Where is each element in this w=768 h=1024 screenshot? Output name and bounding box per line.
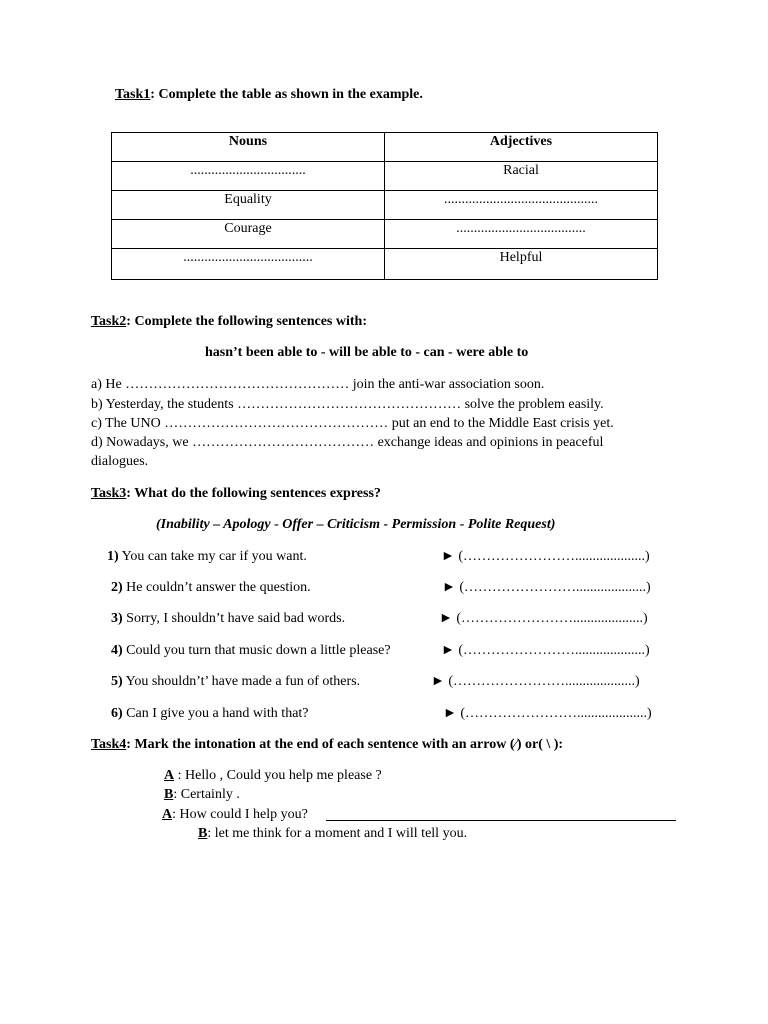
- task3-answer-blank[interactable]: ► (……………………....................): [441, 549, 650, 564]
- item-text: Could you turn that music down a little please?: [122, 643, 391, 658]
- task3-item: [111, 611, 345, 627]
- dialogue-line: [162, 807, 308, 823]
- task1-label: Task1: [115, 87, 151, 102]
- task3-label: Task3: [91, 486, 127, 501]
- dialogue-line: [164, 768, 382, 784]
- task2-options: hasn’t been able to - will be able to - can - were able to: [205, 345, 529, 360]
- task2-sentence-a[interactable]: a) He ………………………………………… join the anti-war association soon.: [91, 377, 545, 392]
- dialogue-line: [198, 826, 467, 842]
- task2-sentence-b[interactable]: b) Yesterday, the students ………………………………………… solve the problem easily.: [91, 397, 604, 412]
- task3-options: (Inability – Apology - Offer – Criticism - Permission - Polite Request): [156, 517, 556, 532]
- dialogue-text: : Hello , Could you help me please ?: [174, 768, 382, 783]
- task2-sentence-d-cont: dialogues.: [91, 454, 149, 469]
- table-cell[interactable]: .....................................: [112, 249, 385, 280]
- item-number: 4): [111, 643, 123, 658]
- item-number: 3): [111, 611, 123, 626]
- item-text: You shouldn’t’ have made a fun of others.: [122, 674, 361, 689]
- word-table: [111, 132, 658, 280]
- item-number: 2): [111, 580, 123, 595]
- item-text: Can I give you a hand with that?: [122, 706, 309, 721]
- task3-answer-blank[interactable]: ► (……………………....................): [431, 674, 640, 689]
- table-row: [112, 162, 658, 191]
- item-number: 6): [111, 706, 123, 721]
- table-cell: Helpful: [385, 249, 658, 280]
- table-cell[interactable]: ............................................: [385, 191, 658, 220]
- table-row: [112, 191, 658, 220]
- task4-label: Task4: [91, 737, 127, 752]
- task2-instruction: : Complete the following sentences with:: [126, 314, 367, 329]
- task3-item: [111, 580, 311, 596]
- table-cell: Racial: [385, 162, 658, 191]
- task3-instruction: : What do the following sentences express?: [126, 486, 381, 501]
- table-row: [112, 220, 658, 249]
- item-number: 5): [111, 674, 123, 689]
- speaker-label: A: [162, 807, 173, 822]
- header-adjectives: Adjectives: [385, 133, 658, 162]
- item-text: He couldn’t answer the question.: [122, 580, 311, 595]
- task3-item: [111, 643, 391, 659]
- task4-instruction: : Mark the intonation at the end of each sentence with an arrow (∕) or( \ ):: [126, 737, 564, 752]
- dialogue-line: [164, 787, 240, 803]
- task2-sentence-d[interactable]: d) Nowadays, we ………………………………… exchange ideas and opinions in peaceful: [91, 435, 604, 450]
- task3-item: [107, 549, 307, 565]
- task2-sentence-c[interactable]: c) The UNO ………………………………………… put an end to the Middle East crisis yet.: [91, 416, 614, 431]
- task3-answer-blank[interactable]: ► (……………………....................): [442, 580, 651, 595]
- speaker-label: B: [164, 787, 174, 802]
- table-cell: Courage: [112, 220, 385, 249]
- table-row: [112, 249, 658, 280]
- dialogue-text: : How could I help you?: [172, 807, 308, 822]
- task4-heading: [91, 737, 563, 753]
- table-cell[interactable]: .................................: [112, 162, 385, 191]
- task2-heading: [91, 314, 367, 330]
- task3-answer-blank[interactable]: ► (……………………....................): [441, 643, 650, 658]
- answer-line[interactable]: [326, 820, 676, 821]
- task3-item: [111, 706, 309, 722]
- speaker-label: B: [198, 826, 208, 841]
- task2-label: Task2: [91, 314, 127, 329]
- item-number: 1): [107, 549, 119, 564]
- item-text: Sorry, I shouldn’t have said bad words.: [122, 611, 346, 626]
- task1-heading: [115, 87, 423, 103]
- task3-answer-blank[interactable]: ► (……………………....................): [443, 706, 652, 721]
- task3-heading: [91, 486, 381, 502]
- task3-item: [111, 674, 360, 690]
- task3-answer-blank[interactable]: ► (……………………....................): [439, 611, 648, 626]
- header-nouns: Nouns: [112, 133, 385, 162]
- table-header-row: [112, 133, 658, 162]
- speaker-label: A: [164, 768, 175, 783]
- dialogue-text: : Certainly .: [173, 787, 240, 802]
- item-text: You can take my car if you want.: [118, 549, 307, 564]
- task1-instruction: : Complete the table as shown in the example.: [150, 87, 423, 102]
- table-cell[interactable]: .....................................: [385, 220, 658, 249]
- table-cell: Equality: [112, 191, 385, 220]
- dialogue-text: : let me think for a moment and I will tell you.: [207, 826, 468, 841]
